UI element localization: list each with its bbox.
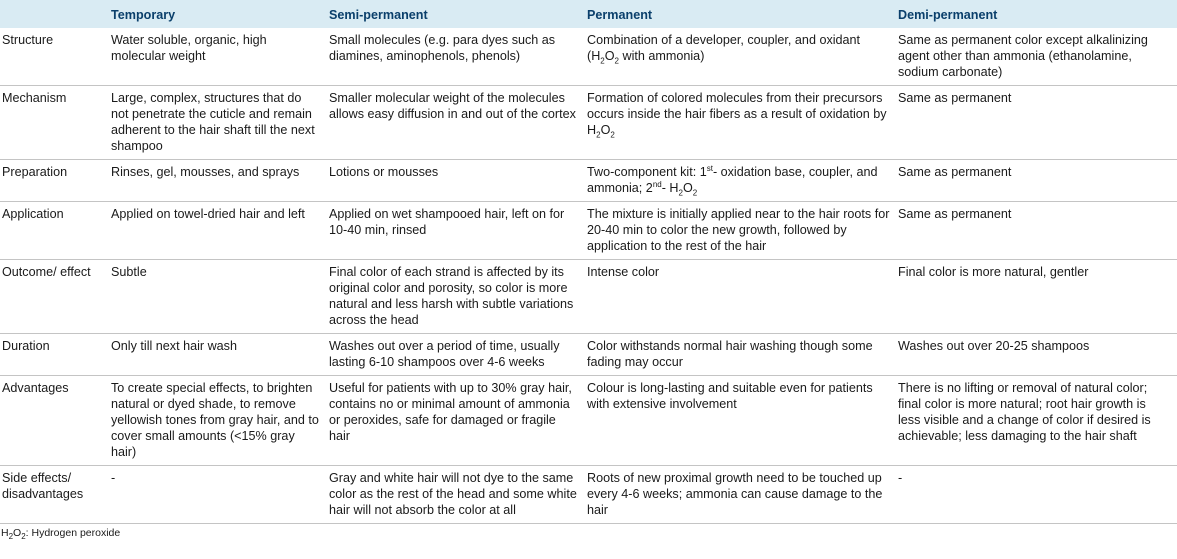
table-cell: Same as permanent (896, 202, 1177, 260)
table-cell: Lotions or mousses (327, 160, 585, 202)
row-header-cell: Mechanism (0, 86, 109, 160)
table-cell: Intense color (585, 260, 896, 334)
table-cell: Washes out over 20-25 shampoos (896, 334, 1177, 376)
header-cell-empty (0, 0, 109, 28)
table-row (0, 160, 1177, 202)
table-cell: - (109, 466, 327, 524)
table-cell: Color withstands normal hair washing though some fading may occur (585, 334, 896, 376)
table-cell: Same as permanent (896, 160, 1177, 202)
table-row (0, 466, 1177, 524)
table-cell: Washes out over a period of time, usually lasting 6-10 shampoos over 4-6 weeks (327, 334, 585, 376)
table-cell: Roots of new proximal growth need to be touched up every 4-6 weeks; ammonia can cause damage to the hair (585, 466, 896, 524)
table-cell: Final color of each strand is affected by its original color and porosity, so color is more natural and less harsh with subtle variations across the head (327, 260, 585, 334)
header-row (0, 0, 1177, 28)
table-row (0, 202, 1177, 260)
row-header-cell: Advantages (0, 376, 109, 466)
table-cell: Two-component kit: 1st- oxidation base, coupler, and ammonia; 2nd- $H_2O_2$ (585, 160, 896, 202)
table-cell: Smaller molecular weight of the molecules allows easy diffusion in and out of the cortex (327, 86, 585, 160)
row-header-cell: Structure (0, 28, 109, 86)
table-row (0, 86, 1177, 160)
table-cell: Combination of a developer, coupler, and oxidant ($H_2O_2$ with ammonia) (585, 28, 896, 86)
row-header-cell: Outcome/ effect (0, 260, 109, 334)
table-row (0, 260, 1177, 334)
row-header-cell: Application (0, 202, 109, 260)
table-cell: Formation of colored molecules from their precursors occurs inside the hair fibers as a result of oxidation by $H_2O_2$ (585, 86, 896, 160)
table-row (0, 28, 1177, 86)
row-header-cell: Duration (0, 334, 109, 376)
table-cell: Rinses, gel, mousses, and sprays (109, 160, 327, 202)
row-header-cell: Side effects/ disadvantages (0, 466, 109, 524)
table-cell: Subtle (109, 260, 327, 334)
table-cell: Final color is more natural, gentler (896, 260, 1177, 334)
table-cell: Applied on towel-dried hair and left (109, 202, 327, 260)
header-cell-demi-permanent: Demi-permanent (898, 8, 998, 22)
table-cell: Gray and white hair will not dye to the same color as the rest of the head and some white hair will not absorb the color at all (327, 466, 585, 524)
table-cell: Same as permanent color except alkalinizing agent other than ammonia (ethanolamine, sodium carbonate) (896, 28, 1177, 86)
table-cell: There is no lifting or removal of natural color; final color is more natural; root hair growth is less visible and a change of color if desired is achievable; less damaging to the hair shaft (896, 376, 1177, 466)
footnote: $H_2O_2$: Hydrogen peroxide (1, 527, 121, 542)
table-body (0, 28, 1177, 524)
table-row (0, 334, 1177, 376)
table-cell: Useful for patients with up to 30% gray hair, contains no or minimal amount of ammonia or peroxides, safe for damaged or fragile hair (327, 376, 585, 466)
header-cell-temporary: Temporary (111, 8, 176, 22)
table-cell: - (896, 466, 1177, 524)
table-cell: Only till next hair wash (109, 334, 327, 376)
table-cell: The mixture is initially applied near to the hair roots for 20-40 min to color the new growth, followed by application to the rest of the hair (585, 202, 896, 260)
header-cell-permanent: Permanent (587, 8, 653, 22)
row-header-cell: Preparation (0, 160, 109, 202)
table-cell: Applied on wet shampooed hair, left on for 10-40 min, rinsed (327, 202, 585, 260)
table-row (0, 376, 1177, 466)
table-cell: Small molecules (e.g. para dyes such as diamines, aminophenols, phenols) (327, 28, 585, 86)
table-cell: Large, complex, structures that do not penetrate the cuticle and remain adherent to the hair shaft till the next shampoo (109, 86, 327, 160)
table-cell: Same as permanent (896, 86, 1177, 160)
header-cell-semi-permanent: Semi-permanent (329, 8, 428, 22)
table-cell: To create special effects, to brighten natural or dyed shade, to remove yellowish tones from gray hair, and to cover small amounts (<15% gray hair) (109, 376, 327, 466)
table-cell: Water soluble, organic, high molecular weight (109, 28, 327, 86)
table-cell: Colour is long-lasting and suitable even for patients with extensive involvement (585, 376, 896, 466)
